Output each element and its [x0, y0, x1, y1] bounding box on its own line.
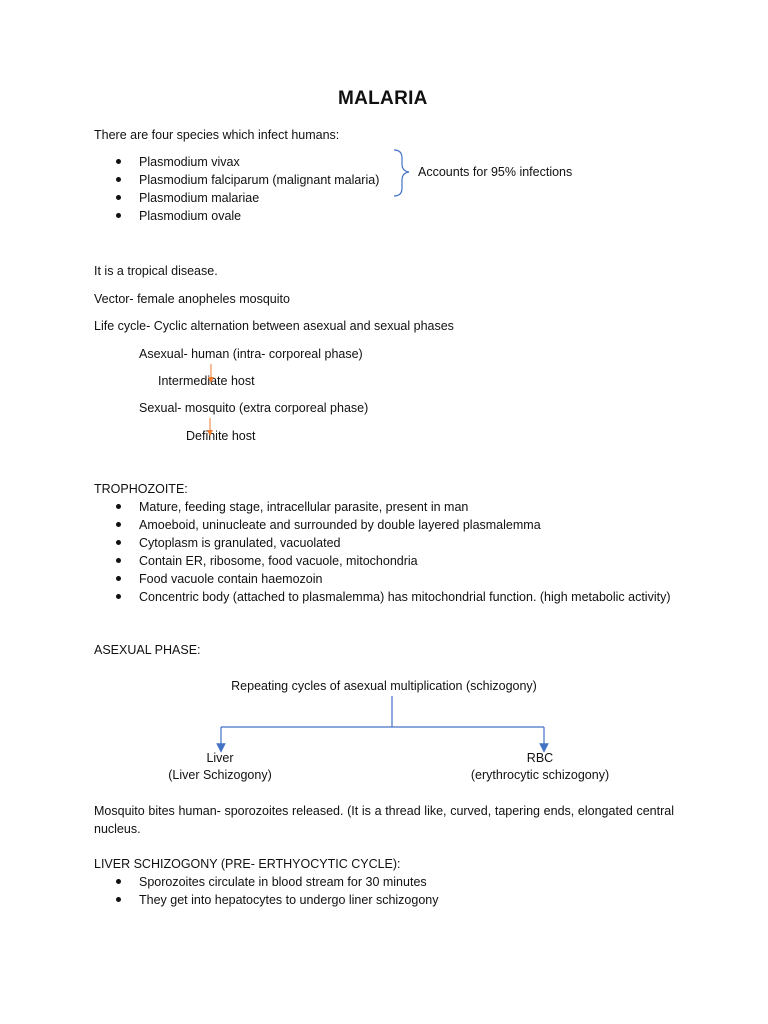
- list-item: Food vacuole contain haemozoin: [94, 570, 674, 588]
- diagram-left-label: Liver: [206, 751, 234, 765]
- liver-schizogony-heading: LIVER SCHIZOGONY (PRE- ERTHYOCYTIC CYCLE):: [94, 857, 401, 871]
- list-item: Plasmodium malariae: [94, 189, 379, 207]
- list-item: Contain ER, ribosome, food vacuole, mitochondria: [94, 552, 674, 570]
- asexual-phase-heading: ASEXUAL PHASE:: [94, 643, 201, 657]
- list-item: Mature, feeding stage, intracellular parasite, present in man: [94, 498, 674, 516]
- list-item: Plasmodium vivax: [94, 153, 379, 171]
- list-item: Cytoplasm is granulated, vacuolated: [94, 534, 674, 552]
- trophozoite-heading: TROPHOZOITE:: [94, 482, 188, 496]
- diagram-top-label: Repeating cycles of asexual multiplication (schizogony): [231, 679, 537, 693]
- species-intro: There are four species which infect humans:: [94, 128, 340, 142]
- list-item: They get into hepatocytes to undergo liner schizogony: [94, 891, 439, 909]
- brace-note: Accounts for 95% infections: [418, 165, 573, 179]
- intermediate-host-text: Intermediate host: [158, 374, 255, 388]
- curly-brace: [394, 150, 409, 196]
- vector-text: Vector- female anopheles mosquito: [94, 292, 290, 306]
- asexual-host-text: Asexual- human (intra- corporeal phase): [139, 347, 363, 361]
- sexual-host-text: Sexual- mosquito (extra corporeal phase): [139, 401, 369, 415]
- diagram-right-sublabel: (erythrocytic schizogony): [470, 768, 610, 782]
- list-item: Sporozoites circulate in blood stream for 30 minutes: [94, 873, 439, 891]
- page-title: MALARIA: [338, 88, 428, 109]
- diagram-left-sublabel: (Liver Schizogony): [168, 768, 272, 782]
- life-cycle-text: Life cycle- Cyclic alternation between asexual and sexual phases: [94, 319, 454, 333]
- list-item: Amoeboid, uninucleate and surrounded by double layered plasmalemma: [94, 516, 674, 534]
- mosquito-bite-paragraph: Mosquito bites human- sporozoites released. (It is a thread like, curved, tapering ends, elongated central nucleus.: [94, 804, 674, 836]
- list-item: Plasmodium ovale: [94, 207, 379, 225]
- tropical-text: It is a tropical disease.: [94, 264, 218, 278]
- definite-host-text: Definite host: [186, 429, 256, 443]
- list-item: Concentric body (attached to plasmalemma) has mitochondrial function. (high metabolic activity): [94, 588, 674, 606]
- diagram-right-label: RBC: [526, 751, 554, 765]
- list-item: Plasmodium falciparum (malignant malaria): [94, 171, 379, 189]
